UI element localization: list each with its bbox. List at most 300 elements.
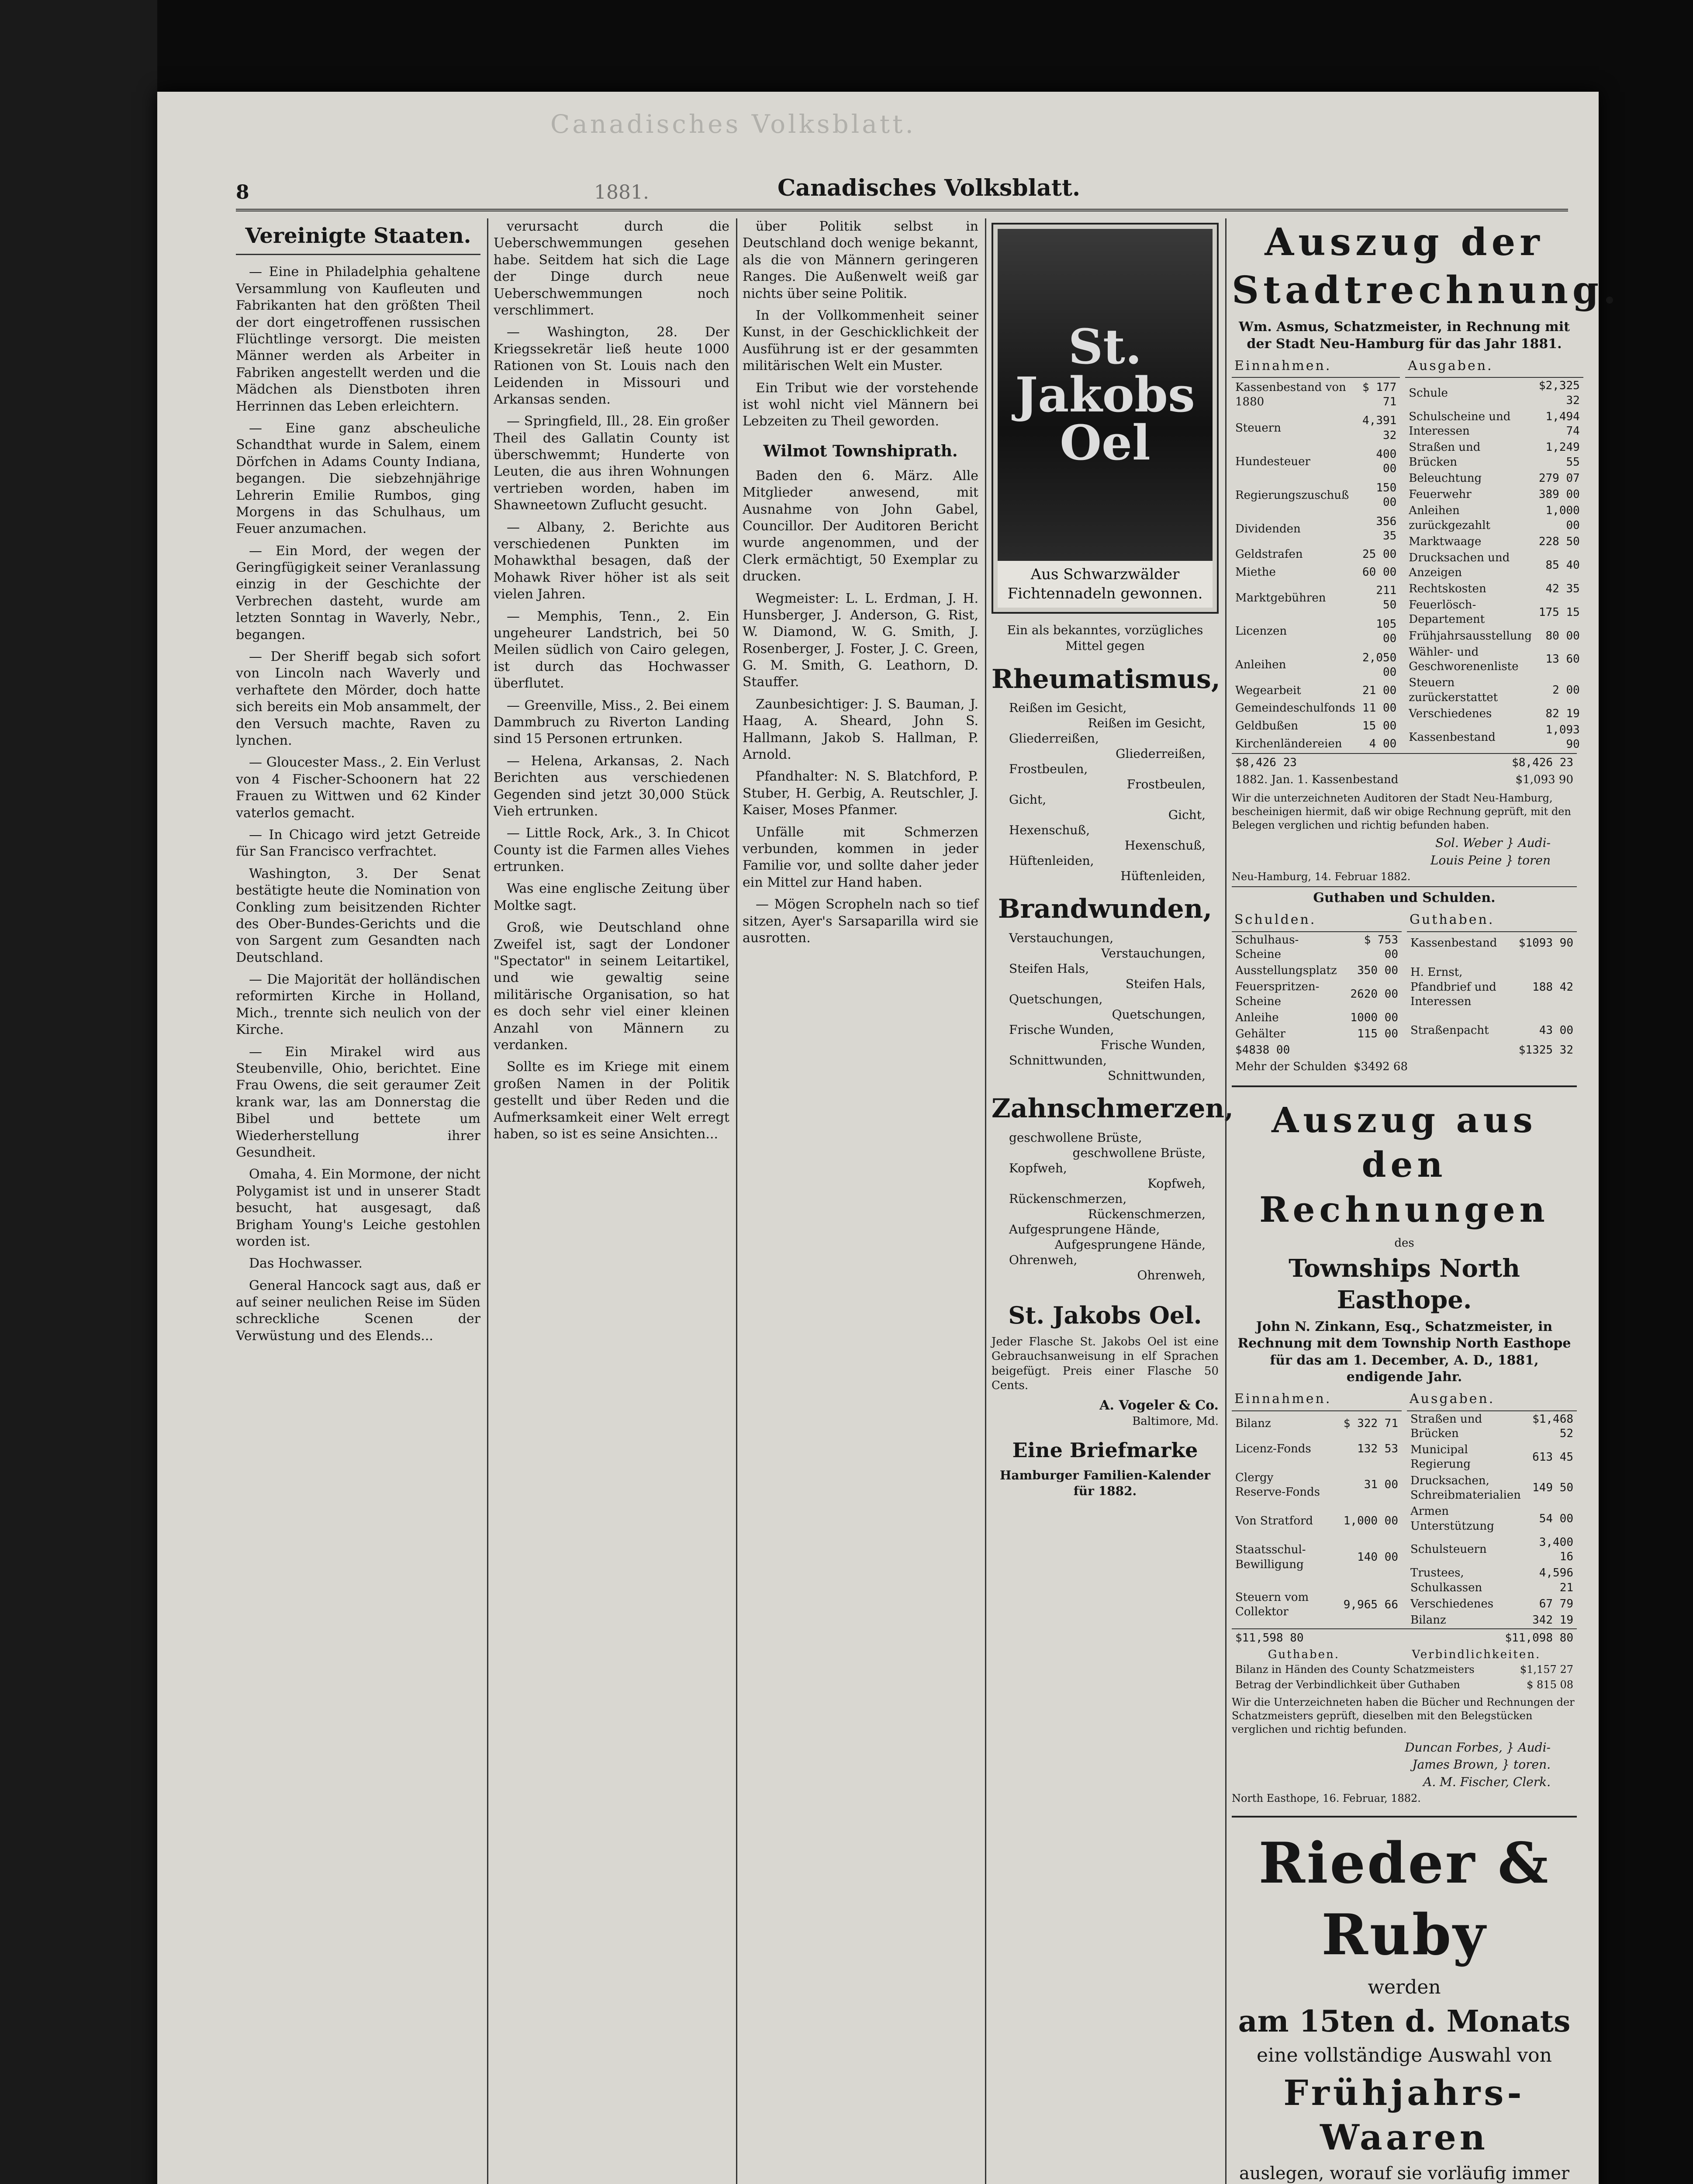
ledger-row — [1405, 644, 1583, 675]
article-paragraph: Washington, 3. Der Senat bestätigte heute die Nomination von Conkling zum beisitzenden Richter des Ober-Bundes-Gerichts und die von Sargent zum Gesandten nach Deutschland. — [236, 866, 480, 965]
ledger-amount: 356 35 — [1376, 515, 1397, 543]
tw-date: North Easthope, 16. Februar, 1882. — [1232, 1792, 1421, 1804]
ledger-label: Regierungszuschuß — [1235, 488, 1349, 502]
ledger-row — [1232, 979, 1402, 1010]
article-paragraph: Baden den 6. März. Alle Mitglieder anwesend, mit Ausnahme von John Gabel, Councillor. Der Auditoren Bericht wurde angenommen, und der Clerk ermächtigt, 50 Exemplar zu drucken. — [743, 468, 978, 584]
ailment-item: Gliederreißen, — [1009, 731, 1099, 746]
guthaben-table — [1407, 909, 1577, 1042]
ledger-amount: 2 00 — [1552, 684, 1580, 697]
ledger-label: Drucksachen und Anzeigen — [1409, 551, 1510, 579]
ledger-amount: 279 07 — [1538, 471, 1580, 485]
ledger-label: Verschiedenes — [1409, 707, 1492, 720]
ailment-item: Gicht, — [1168, 808, 1206, 822]
ledger-amount: 11 00 — [1362, 702, 1397, 715]
column-4 — [992, 218, 1233, 2184]
rieder-ruby-title: Rieder & Ruby — [1258, 1830, 1550, 1968]
ledger-label: Von Stratford — [1235, 1514, 1313, 1528]
ledger-row — [1232, 512, 1400, 546]
auditor-signature: Louis Peine } toren — [1430, 853, 1551, 868]
ledger-amount: $ 177 71 — [1362, 380, 1397, 408]
ledger-label: Feuerwehr — [1409, 488, 1472, 501]
ledger-row — [1232, 932, 1402, 963]
article-paragraph: — Little Rock, Ark., 3. In Chicot County ist die Farmen alles Viehes ertrunken. — [494, 826, 729, 875]
article-paragraph: Was eine englische Zeitung über Moltke sagt. — [494, 881, 729, 913]
ledger-amount: 80 00 — [1545, 629, 1580, 643]
stadt-ausgaben-table — [1405, 355, 1583, 753]
ailment-item: Ohrenweh, — [1009, 1253, 1078, 1268]
ledger-row — [1232, 581, 1400, 615]
article-paragraph: verursacht durch die Ueberschwemmungen gesehen habe. Seitdem hat sich die Lage der Dinge durch neue Ueberschwemmungen noch verschlimmert. — [494, 219, 729, 318]
article-paragraph: Pfandhalter: N. S. Blatchford, P. Stuber, H. Gerbig, A. Reutschler, J. Kaiser, Moses Pfanmer. — [743, 769, 978, 818]
township-body — [743, 468, 978, 947]
tw-guthaben-label-text: Bilanz in Händen des County Schatzmeisters — [1235, 1663, 1475, 1676]
ledger-amount: 150 00 — [1376, 481, 1397, 509]
ailment-item: Schnittwunden, — [1108, 1068, 1206, 1083]
ledger-row — [1405, 377, 1583, 409]
ledger-row — [1405, 534, 1583, 550]
ailment-list-2 — [992, 930, 1219, 1083]
ailment-list-1 — [992, 700, 1219, 884]
ledger-label: Staatsschul-Bewilligung — [1235, 1543, 1306, 1571]
mehr-schulden-row — [1232, 1059, 1411, 1075]
ledger-label: Schulsteuern — [1410, 1543, 1487, 1556]
township-accounts — [1232, 1388, 1577, 1628]
ledger-label: Bilanz — [1235, 1417, 1271, 1430]
stadt-total-right: $8,426 23 — [1512, 756, 1573, 769]
ledger-row — [1232, 1010, 1402, 1026]
tw-clerk: A. M. Fischer, Clerk. — [1423, 1775, 1551, 1790]
ledger-amount: 1,249 55 — [1545, 441, 1580, 469]
tw-einnahmen-table — [1232, 1388, 1402, 1628]
ailment-item: Ohrenweh, — [1137, 1268, 1206, 1283]
ledger-row — [1232, 563, 1400, 581]
ledger-label: Wegearbeit — [1235, 684, 1301, 697]
ledger-row — [1405, 628, 1583, 644]
film-border — [0, 0, 157, 2184]
ledger-label: Rechtskosten — [1409, 582, 1486, 595]
ledger-row — [1232, 963, 1402, 979]
township-subtitle: John N. Zinkann, Esq., Schatzmeister, in Rechnung mit dem Township North Easthope für das am 1. December, A. D., 1881, endigende Jahr. — [1237, 1319, 1571, 1385]
ailment-item: Gliederreißen, — [1116, 746, 1206, 761]
article-paragraph: — Greenville, Miss., 2. Bei einem Dammbruch zu Riverton Landing sind 15 Personen ertrunken. — [494, 698, 729, 747]
tw-ausgaben-header: Ausgaben. — [1407, 1388, 1577, 1410]
ledger-amount: 4,596 21 — [1539, 1566, 1573, 1594]
ledger-amount: 1,000 00 — [1343, 1514, 1398, 1528]
article-paragraph: — Eine in Philadelphia gehaltene Versammlung von Kaufleuten und Fabrikanten hat den größten Theil der dort eingetroffenen russischen Flüchtlinge versorgt. Die meisten Männer werden als Arbeiter in Fabriken angestellt werden und die Mädchen als Dienstboten ihren Herrinnen das Leben erleichtern. — [236, 264, 480, 414]
article-paragraph: — Der Sheriff begab sich sofort von Lincoln nach Waverly und verhaftete den Mörder, doch hatte sich bereits ein Mob ansammelt, der den Versuch machte, Raven zu lynchen. — [236, 649, 480, 748]
article-paragraph: In der Vollkommenheit seiner Kunst, in der Geschicklichkeit der Ausführung ist er der gesammten militärischen Welt ein Muster. — [743, 308, 978, 374]
tw-ausgaben-table — [1407, 1388, 1577, 1628]
ledger-amount: 389 00 — [1538, 488, 1580, 501]
ledger-amount: 67 79 — [1539, 1597, 1573, 1610]
brand-heading: Brandwunden, — [998, 894, 1213, 925]
ledger-row — [1405, 439, 1583, 470]
ledger-amount: 342 19 — [1532, 1614, 1573, 1627]
article-paragraph: General Hancock sagt aus, daß er auf seiner neulichen Reise im Süden schreckliche Scenen der Verwüstung und des Elends... — [236, 1278, 480, 1344]
ledger-amount: 228 50 — [1538, 535, 1580, 548]
ledger-amount: 211 50 — [1376, 584, 1397, 612]
ailment-item: Hüftenleiden, — [1120, 869, 1206, 884]
tw-sublabels — [1232, 1648, 1577, 1662]
ledger-amount: 31 00 — [1364, 1478, 1398, 1492]
ledger-amount: 188 42 — [1532, 980, 1573, 994]
ledger-amount: 105 00 — [1376, 617, 1397, 645]
ledger-label: Anleihen zurückgezahlt — [1409, 504, 1490, 532]
ledger-row — [1232, 1411, 1402, 1437]
township-h2: Townships North Easthope. — [1289, 1254, 1520, 1315]
ledger-amount: 613 45 — [1532, 1450, 1573, 1464]
ledger-amount: $1093 90 — [1518, 936, 1573, 950]
ledger-amount: 2620 00 — [1350, 987, 1398, 1001]
ledger-row — [1232, 1581, 1402, 1628]
section-heading: Vereinigte Staaten. — [236, 223, 480, 255]
column-divider — [487, 218, 488, 2184]
ledger-label: Schulscheine und Interessen — [1409, 410, 1511, 438]
article-paragraph: — Ein Mirakel wird aus Steubenville, Ohio, berichtet. Eine Frau Owens, die seit geraumer Zeit krank war, las am Donnerstag die Bibel und bettete um Wiederherstellung ihrer Gesundheit. — [236, 1044, 480, 1160]
ledger-row — [1405, 706, 1583, 722]
ailment-item: Quetschungen, — [1112, 1007, 1206, 1022]
column-2 — [494, 218, 729, 2184]
article-paragraph: Omaha, 4. Ein Mormone, der nicht Polygamist ist und in unserer Stadt besucht, hat ausgesagt, daß Brigham Young's Leiche gestohlen worden ist. — [236, 1167, 480, 1249]
mehr-schulden-label: Mehr der Schulden — [1235, 1060, 1347, 1073]
ledger-row — [1232, 735, 1400, 753]
ledger-amount: 1,093 90 — [1545, 723, 1580, 751]
ledger-amount: 1,494 74 — [1545, 410, 1580, 438]
ledger-row — [1232, 1534, 1402, 1581]
ledger-label: Dividenden — [1235, 522, 1301, 536]
ledger-row — [1232, 1509, 1402, 1534]
ledger-label: Clergy Reserve-Fonds — [1235, 1471, 1320, 1499]
ledger-amount: 9,965 66 — [1343, 1598, 1398, 1611]
briefmarke-heading: Eine Briefmarke — [1012, 1438, 1198, 1462]
ailment-item: Reißen im Gesicht, — [1009, 701, 1127, 715]
ledger-row — [1232, 1026, 1402, 1042]
ledger-row — [1407, 1473, 1577, 1504]
bleed-through-text: Canadisches Volksblatt. — [550, 109, 916, 139]
ailment-item: Steifen Hals, — [1125, 977, 1206, 992]
ailment-item: Frostbeulen, — [1126, 777, 1206, 792]
ailment-item: Kopfweh, — [1009, 1161, 1067, 1176]
kassen-row — [1232, 772, 1577, 788]
tw-total-left: $11,598 80 — [1235, 1631, 1304, 1645]
tw-verb-label: Betrag der Verbindlichkeit über Guthaben — [1235, 1678, 1460, 1691]
ailment-item: Steifen Hals, — [1009, 961, 1089, 976]
ledger-row — [1405, 581, 1583, 597]
ailment-item: Hexenschuß, — [1009, 823, 1090, 838]
ledger-label: Anleihe — [1235, 1011, 1279, 1024]
oil-caption: Aus Schwarzwälder Fichtennadeln gewonnen. — [998, 561, 1213, 608]
section-rule — [1232, 1816, 1577, 1818]
ledger-row — [1232, 546, 1400, 564]
article-paragraph: Groß, wie Deutschland ohne Zweifel ist, sagt der Londoner "Spectator" in seinem Leitartikel, und wie gewaltig seine militärische Organisation, so hat es doch sehr viel einer kleinen Anzahl von Männern zu verdanken. — [494, 920, 729, 1053]
ledger-label: Kassenbestand — [1410, 936, 1497, 950]
tw-guthaben-row — [1232, 1662, 1577, 1677]
rheuma-heading: Rheumatismus, — [992, 663, 1220, 695]
ledger-amount: 42 35 — [1545, 582, 1580, 595]
ailment-item: Frische Wunden, — [1100, 1038, 1206, 1053]
township-heading: Wilmot Townshiprath. — [763, 442, 958, 460]
column-1-body — [236, 264, 480, 1344]
rr-line3: auslegen, worauf sie vorläufig immer — [1239, 2163, 1569, 2184]
ailment-item: Frische Wunden, — [1009, 1023, 1114, 1037]
ledger-label: Ausstellungsplatz — [1235, 964, 1337, 978]
page-number: 8 — [236, 181, 249, 204]
ledger-label: Anleihen — [1235, 658, 1286, 672]
ledger-amount: 1,000 00 — [1545, 504, 1580, 532]
ledger-label: Licenz-Fonds — [1235, 1442, 1311, 1455]
ledger-amount: 60 00 — [1362, 565, 1397, 579]
ledger-row — [1232, 615, 1400, 649]
ledger-amount: 2,050 00 — [1362, 651, 1397, 679]
ledger-label: Marktgebühren — [1235, 591, 1326, 605]
ledger-row — [1405, 470, 1583, 487]
ailment-item: Frostbeulen, — [1009, 762, 1088, 777]
ledger-amount: 13 60 — [1545, 653, 1580, 666]
mehr-schulden-value: $3492 68 — [1353, 1060, 1408, 1073]
article-paragraph: Unfälle mit Schmerzen verbunden, kommen in jeder Familie vor, und sollte daher jeder ein Mittel zur Hand haben. — [743, 824, 978, 890]
stadt-title: Auszug der Stadtrechnung. — [1232, 220, 1620, 313]
debts-credits — [1232, 909, 1577, 1042]
schulden-header: Schulden. — [1232, 909, 1402, 931]
ledger-amount: 350 00 — [1357, 964, 1398, 978]
guthaben-header: Guthaben. — [1407, 909, 1577, 931]
oil-name: St. Jakobs Oel. — [1008, 1301, 1202, 1330]
top-rule — [236, 209, 1568, 211]
ailment-item: Rückenschmerzen, — [1009, 1192, 1127, 1206]
tw-guthaben-value: $1,157 27 — [1520, 1663, 1573, 1676]
ailment-item: Schnittwunden, — [1009, 1053, 1107, 1068]
tw-attest: Wir die Unterzeichneten haben die Bücher und Rechnungen der Schatzmeisters geprüft, dieselben mit den Belegstücken verglichen und richtig befunden. — [1232, 1696, 1575, 1735]
ledger-row — [1407, 932, 1577, 955]
article-paragraph: — Ein Mord, der wegen der Geringfügigkeit seiner Veranlassung einzig in der Geschichte der Verbrechen dasteht, wurde am letzten Sonntag in Waverly, Nebr., begangen. — [236, 543, 480, 643]
township-des: des — [1394, 1237, 1414, 1250]
ledger-label: Steuern — [1235, 422, 1281, 435]
ledger-row — [1407, 1503, 1577, 1534]
ailment-item: Verstauchungen, — [1009, 931, 1114, 946]
ledger-label: Beleuchtung — [1409, 471, 1482, 485]
ledger-row — [1407, 1411, 1577, 1442]
stadt-subtitle: Wm. Asmus, Schatzmeister, in Rechnung mit der Stadt Neu-Hamburg für das Jahr 1881. — [1238, 319, 1570, 352]
ledger-amount: 4,391 32 — [1362, 414, 1397, 442]
section-rule — [1232, 1085, 1577, 1087]
article-paragraph: — Helena, Arkansas, 2. Nach Berichten aus verschiedenen Gegenden sind jetzt 30,000 Stück Vieh ertrunken. — [494, 753, 729, 819]
ledger-amount: 140 00 — [1357, 1551, 1398, 1564]
ledger-row — [1407, 1612, 1577, 1628]
article-paragraph: über Politik selbst in Deutschland doch wenige bekannt, als die von Männern geringeren Ranges. Die Außenwelt weiß gar nichts über seine Politik. — [743, 219, 978, 301]
ledger-label: Straßenpacht — [1410, 1024, 1489, 1037]
ledger-amount: 43 00 — [1539, 1024, 1573, 1037]
article-paragraph: Ein Tribut wie der vorstehende ist wohl nicht viel Männern bei Lebzeiten zu Theil geworden. — [743, 380, 978, 429]
tw-guthaben-label: Guthaben. — [1268, 1648, 1340, 1661]
ledger-label: Municipal Regierung — [1410, 1443, 1471, 1471]
stadt-accounts — [1232, 355, 1580, 753]
ledger-row — [1405, 722, 1583, 753]
ailment-item: Kopfweh, — [1147, 1176, 1206, 1191]
rr-line1: eine vollständige Auswahl von — [1257, 2044, 1552, 2067]
kalender-line: Hamburger Familien-Kalender für 1882. — [999, 1468, 1211, 1498]
ledger-label: Schule — [1409, 386, 1448, 400]
ledger-row — [1405, 409, 1583, 440]
ailment-item: Hexenschuß, — [1124, 838, 1206, 853]
ledger-label: Bilanz — [1410, 1614, 1446, 1627]
stadt-totals — [1232, 753, 1577, 772]
ailment-item: Reißen im Gesicht, — [1088, 716, 1206, 731]
ledger-row — [1232, 700, 1400, 718]
ledger-row — [1405, 487, 1583, 503]
ledger-label: Gemeindeschulfonds — [1235, 702, 1356, 715]
ledger-label: Feuerlösch-Departement — [1409, 598, 1485, 626]
ledger-row — [1407, 1019, 1577, 1043]
township-h1: Auszug aus den Rechnungen — [1259, 1099, 1549, 1230]
ledger-amount: 1000 00 — [1350, 1011, 1398, 1024]
column-5 — [1232, 218, 1620, 2184]
article-paragraph: — In Chicago wird jetzt Getreide für San Francisco verfrachtet. — [236, 827, 480, 860]
tw-totals — [1232, 1628, 1577, 1647]
tw-auditor-signature: James Brown, } toren. — [1412, 1757, 1551, 1772]
ledger-amount: 21 00 — [1362, 684, 1397, 697]
ledger-amount: 400 00 — [1376, 448, 1397, 476]
column-2-body — [494, 218, 729, 1143]
rr-date: am 15ten d. Monats — [1238, 2004, 1571, 2039]
ledger-label: Frühjahrsausstellung — [1409, 629, 1532, 643]
ledger-amount: 132 53 — [1357, 1442, 1398, 1455]
oil-intro: Ein als bekanntes, vorzügliches Mittel gegen — [1007, 623, 1203, 653]
ledger-label: Steuern zurückerstattet — [1409, 676, 1498, 704]
article-paragraph: Zaunbesichtiger: J. S. Bauman, J. Haag, A. Sheard, John S. Hallmann, Jakob S. Hallman, P. Arnold. — [743, 696, 978, 763]
schulden-total: $4838 00 — [1235, 1044, 1290, 1057]
ledger-label: Wähler- und Geschworenenliste — [1409, 645, 1519, 674]
article-paragraph: — Gloucester Mass., 2. Ein Verlust von 4 Fischer-Schoonern hat 22 Frauen zu Wittwen und 62 Kinder vaterlos gemacht. — [236, 755, 480, 821]
date-ghost: 1881. — [594, 181, 649, 204]
ledger-amount: $2,325 32 — [1538, 379, 1580, 407]
ailment-item: Gicht, — [1009, 792, 1047, 807]
ausgaben-header: Ausgaben. — [1405, 355, 1583, 377]
ailment-item: Verstauchungen, — [1101, 946, 1206, 961]
ledger-row — [1407, 1442, 1577, 1473]
column-divider — [985, 218, 986, 2184]
ledger-label: Kassenbestand — [1409, 730, 1496, 744]
ledger-row — [1232, 411, 1400, 445]
tw-total-right: $11,098 80 — [1505, 1631, 1573, 1645]
rr-werden: werden — [1368, 1976, 1441, 1999]
ledger-amount: 82 19 — [1545, 707, 1580, 720]
ledger-amount: 25 00 — [1362, 548, 1397, 561]
article-paragraph: — Die Majorität der holländischen reformirten Kirche in Holland, Mich., trennte sich neulich von der Kirche. — [236, 972, 480, 1038]
oil-title: St. Jakobs Oel — [1015, 318, 1195, 471]
tw-verb-value: $ 815 08 — [1527, 1678, 1573, 1691]
article-paragraph: Wegmeister: L. L. Erdman, J. H. Hunsberger, J. Anderson, G. Rist, W. Diamond, W. G. Smith, J. Rosenberger, J. Foster, J. C. Green, G. M. Smith, G. Leathorn, D. Stauffer. — [743, 591, 978, 690]
ledger-row — [1407, 1596, 1577, 1612]
ailment-list-3 — [992, 1130, 1219, 1283]
ledger-label: Armen Unterstützung — [1410, 1505, 1494, 1533]
ledger-amount: $ 322 71 — [1343, 1417, 1398, 1430]
schulden-table — [1232, 909, 1402, 1042]
ledger-label: Kassenbestand von 1880 — [1235, 380, 1346, 408]
guthaben-title: Guthaben und Schulden. — [1232, 886, 1577, 906]
column-3-body — [743, 218, 978, 430]
ledger-label: Licenzen — [1235, 625, 1287, 638]
ledger-label: Marktwaage — [1409, 535, 1482, 548]
ailment-item: Aufgesprungene Hände, — [1009, 1222, 1160, 1237]
ledger-label: Trustees, Schulkassen — [1410, 1566, 1482, 1594]
ailment-item: Quetschungen, — [1009, 992, 1103, 1007]
ledger-amount: 4 00 — [1369, 737, 1397, 750]
guthaben-total: $1325 32 — [1518, 1044, 1573, 1057]
ledger-amount: 3,400 16 — [1539, 1535, 1573, 1564]
auditor-signature: Sol. Weber } Audi- — [1435, 836, 1551, 850]
ledger-row — [1407, 1565, 1577, 1596]
ledger-label: Gehälter — [1235, 1027, 1285, 1041]
ailment-item: geschwollene Brüste, — [1009, 1130, 1142, 1145]
ledger-row — [1232, 1462, 1402, 1509]
ledger-amount: 15 00 — [1362, 719, 1397, 733]
ledger-row — [1407, 1534, 1577, 1565]
column-1 — [236, 218, 480, 2184]
ledger-label: Geldbußen — [1235, 719, 1299, 733]
article-paragraph: — Washington, 28. Der Kriegssekretär ließ heute 1000 Rationen von St. Louis nach den Leidenden in Missouri und Arkansas senden. — [494, 325, 729, 407]
rr-line2: Frühjahrs-Waaren — [1283, 2072, 1525, 2158]
ailment-item: geschwollene Brüste, — [1072, 1146, 1206, 1161]
ledger-row — [1232, 648, 1400, 682]
ledger-amount: $1,468 52 — [1532, 1412, 1573, 1440]
ledger-row — [1232, 717, 1400, 735]
column-divider — [736, 218, 737, 2184]
oil-illustration — [998, 229, 1213, 561]
ledger-label: Feuerspritzen-Scheine — [1235, 980, 1320, 1008]
ledger-amount: 85 40 — [1545, 558, 1580, 572]
ledger-label: Geldstrafen — [1235, 548, 1303, 561]
dealer-city: Baltimore, Md. — [1132, 1414, 1219, 1428]
ailment-item: Hüftenleiden, — [1009, 854, 1094, 868]
tw-verb-row — [1232, 1677, 1577, 1693]
ledger-row — [1405, 503, 1583, 534]
ledger-amount: 175 15 — [1538, 605, 1580, 619]
article-paragraph: — Springfield, Ill., 28. Ein großer Theil des Gallatin County ist überschwemmt; Hunderte von Leuten, die aus ihren Wohnungen vertrieben worden, haben im Shawneetown Zuflucht gesucht. — [494, 414, 729, 513]
schulden-totals — [1232, 1042, 1577, 1058]
stadt-attest: Wir die unterzeichneten Auditoren der Stadt Neu-Hamburg, bescheinigen hiermit, daß wir obige Rechnung geprüft, mit den Belegen verglichen und richtig befunden haben. — [1232, 792, 1571, 831]
ledger-label: Straßen und Brücken — [1409, 441, 1481, 469]
oil-advertisement — [992, 223, 1219, 614]
stadt-total-left: $8,426 23 — [1235, 756, 1297, 769]
oil-body: Jeder Flasche St. Jakobs Oel ist eine Gebrauchsanweisung in elf Sprachen beigefügt. Preis einer Flasche 50 Cents. — [992, 1335, 1219, 1392]
newspaper-page — [157, 92, 1620, 2184]
ledger-label: H. Ernst, Pfandbrief und Interessen — [1410, 966, 1496, 1008]
zahn-heading: Zahnschmerzen, — [992, 1093, 1233, 1124]
ledger-row — [1407, 955, 1577, 1019]
ledger-row — [1232, 1437, 1402, 1462]
ledger-label: Schulhaus-Scheine — [1235, 933, 1299, 961]
ledger-label: Straßen und Brücken — [1410, 1412, 1482, 1440]
ledger-amount: 149 50 — [1532, 1481, 1573, 1495]
column-divider — [1225, 218, 1227, 2184]
ledger-label: Steuern vom Collektor — [1235, 1590, 1309, 1619]
ledger-label: Verschiedenes — [1410, 1597, 1494, 1610]
ledger-amount: $ 753 00 — [1364, 933, 1398, 961]
ledger-amount: 54 00 — [1539, 1512, 1573, 1525]
tw-verbindlich-label: Verbindlichkeiten. — [1412, 1648, 1541, 1661]
kassen-label: 1882. Jan. 1. Kassenbestand — [1235, 773, 1399, 786]
ledger-label: Drucksachen, Schreibmaterialien — [1410, 1474, 1521, 1502]
article-paragraph: — Albany, 2. Berichte aus verschiedenen Punkten im Mohawkthal besagen, daß der Mohawk River höher ist als seit vielen Jahren. — [494, 519, 729, 602]
ledger-label: Hundesteuer — [1235, 455, 1310, 468]
ledger-row — [1232, 377, 1400, 411]
ledger-row — [1405, 675, 1583, 706]
ledger-row — [1405, 550, 1583, 581]
ailment-item: Rückenschmerzen, — [1088, 1207, 1206, 1222]
ledger-row — [1232, 445, 1400, 479]
dealer-name: A. Vogeler & Co. — [1099, 1398, 1219, 1413]
tw-auditor-signature: Duncan Forbes, } Audi- — [1405, 1740, 1551, 1755]
